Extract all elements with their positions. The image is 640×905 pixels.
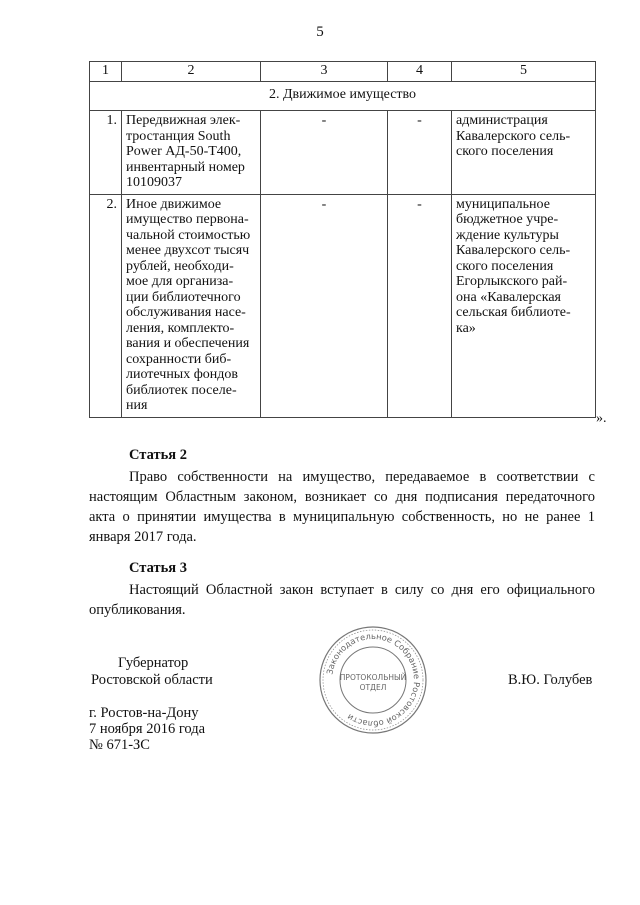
- text-line: муниципальное: [456, 196, 550, 212]
- text-line: обслуживания насе-: [126, 305, 246, 320]
- text-line: сельская библиоте-: [456, 305, 571, 320]
- text-line: ского поселения: [456, 258, 554, 274]
- official-seal: [317, 624, 429, 736]
- row-number: 1.: [90, 111, 122, 195]
- text-line: библиотек поселе-: [126, 382, 237, 398]
- text-line: мое для организа-: [126, 274, 234, 289]
- text-line: администрация: [456, 113, 548, 128]
- seal-ring-text: Законодательное Собрание Ростовской области: [324, 630, 423, 730]
- cell-col3: -: [261, 194, 388, 417]
- text-line: вания и обеспечения: [126, 336, 250, 351]
- text-line: сохранности биб-: [126, 351, 232, 367]
- text-line: менее двухсот тысяч: [126, 243, 250, 258]
- column-header: 3: [261, 62, 388, 82]
- recipient: [452, 194, 596, 417]
- row-number: 2.: [90, 194, 122, 417]
- recipient: [452, 111, 596, 195]
- property-name: [122, 111, 261, 195]
- text-line: инвентарный номер: [126, 159, 245, 175]
- signing-place: г. Ростов-на-Дону: [89, 705, 199, 721]
- signatory-title-line1: Губернатор: [118, 655, 189, 671]
- article-3-heading: Статья 3: [129, 560, 187, 576]
- signatory-name: В.Ю. Голубев: [508, 672, 593, 688]
- text-line: тростанция South: [126, 128, 231, 144]
- article-3-text: Настоящий Областной закон вступает в силу со дня его официального опубликования.: [89, 582, 595, 618]
- cell-col3: -: [261, 111, 388, 195]
- property-name: [122, 194, 261, 417]
- article-2-heading: Статья 2: [129, 447, 187, 463]
- table-row: [90, 194, 596, 417]
- column-header: 1: [90, 62, 122, 82]
- table-closing-quote: ».: [596, 411, 607, 426]
- table-header-row: [90, 62, 596, 82]
- text-line: Егорлыкского рай-: [456, 274, 568, 289]
- text-line: ния: [126, 398, 148, 413]
- cell-col4: -: [388, 194, 452, 417]
- text-line: ции библиотечного: [126, 289, 241, 305]
- text-line: лиотечных фондов: [126, 367, 239, 382]
- column-header: 2: [122, 62, 261, 82]
- section-title: 2. Движимое имущество: [90, 81, 596, 111]
- text-line: Передвижная элек-: [126, 113, 241, 128]
- seal-center-line1: ПРОТОКОЛЬНЫЙ: [339, 673, 407, 682]
- text-line: ского поселения: [456, 144, 554, 159]
- article-2-text: Право собственности на имущество, передаваемое в соответствии с настоящим Областным законом, возникает со дня подписания передаточного акта о принятии имущества в муниципальную собственность, но не ранее 1 января 2017 года.: [89, 469, 595, 545]
- seal-center-line2: ОТДЕЛ: [359, 683, 387, 692]
- text-line: ления, комплекто-: [126, 320, 235, 336]
- law-number: № 671-ЗС: [89, 737, 150, 753]
- signing-date: 7 ноября 2016 года: [89, 721, 206, 737]
- text-line: она «Кавалерская: [456, 289, 561, 305]
- text-line: 10109037: [126, 175, 182, 190]
- text-line: ждение культуры: [456, 227, 559, 243]
- text-line: Кавалерского сель-: [456, 128, 571, 144]
- text-line: Power АД-50-Т400,: [126, 144, 242, 159]
- table-row: [90, 111, 596, 195]
- text-line: Кавалерского сель-: [456, 243, 571, 258]
- section-row: [90, 81, 596, 111]
- column-header: 4: [388, 62, 452, 82]
- text-line: имущество первона-: [126, 212, 249, 227]
- text-line: чальной стоимостью: [126, 227, 251, 243]
- text-line: ка»: [456, 320, 476, 336]
- cell-col4: -: [388, 111, 452, 195]
- text-line: Иное движимое: [126, 196, 222, 212]
- page-number: 5: [316, 24, 324, 40]
- text-line: рублей, необходи-: [126, 258, 234, 274]
- text-line: бюджетное учре-: [456, 212, 559, 227]
- column-header: 5: [452, 62, 596, 82]
- signatory-title-line2: Ростовской области: [91, 672, 213, 688]
- property-table: [89, 61, 596, 418]
